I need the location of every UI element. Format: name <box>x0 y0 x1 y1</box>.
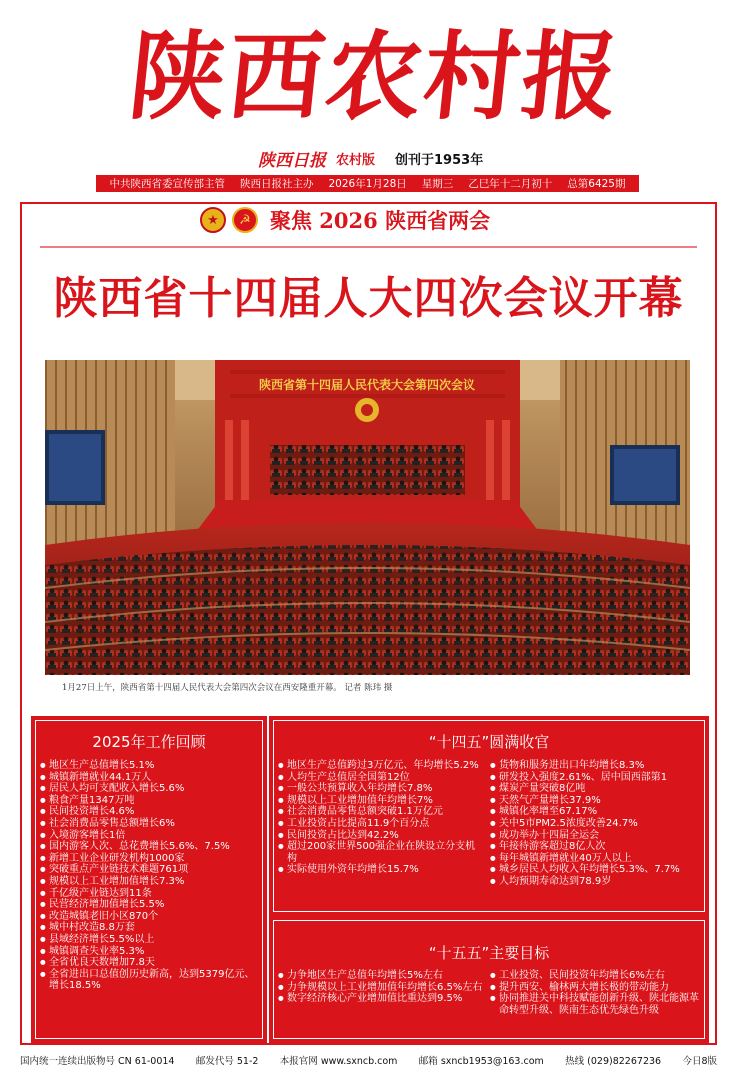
info-issue-number: 总第6425期 <box>567 178 626 190</box>
list-item: ● 工业投资、民间投资年均增长6%左右 <box>490 970 702 982</box>
masthead <box>0 0 735 200</box>
list-item: ● 社会消费品零售总额增长6% <box>40 818 262 830</box>
list-item: ● 国内游客人次、总花费增长5.6%、7.5% <box>40 841 262 853</box>
list-item: ● 全省优良天数增加7.8天 <box>40 957 262 969</box>
hall-banner-text: 陕西省第十四届人民代表大会第四次会议 <box>258 378 476 392</box>
footer-page-count: 今日8版 <box>682 1056 717 1067</box>
list-item: ● 突破重点产业链技术难题761项 <box>40 864 262 876</box>
list-item: ● 实际使用外资年均增长15.7% <box>278 864 484 876</box>
info-date: 2026年1月28日 <box>328 178 407 190</box>
footer-email-link[interactable]: 邮箱 sxncb1953@163.com <box>418 1056 544 1067</box>
list-item: ● 货物和服务进出口年均增长8.3% <box>490 760 702 772</box>
footer-issn: 国内统一连续出版物号 CN 61-0014 <box>20 1056 175 1067</box>
list-item: ● 民营经济增加值增长5.5% <box>40 899 262 911</box>
focus-title: 聚焦 2026 陕西省两会 <box>270 208 491 233</box>
list-item: ● 全省进出口总值创历史新高，达到5379亿元、增长18.5% <box>40 969 262 992</box>
list-item: ● 改造城镇老旧小区870个 <box>40 911 262 923</box>
list-item: ● 居民人均可支配收入增长5.6% <box>40 783 262 795</box>
edition-line <box>258 145 483 171</box>
list-item: ● 天然气产量增长37.9% <box>490 795 702 807</box>
list-item: ● 千亿级产业链达到11条 <box>40 888 262 900</box>
photo-caption: 1月27日上午，陕西省第十四届人民代表大会第四次会议在西安隆重开幕。 记者 陈玮 摄 <box>62 683 393 693</box>
list-item: ● 人均生产总值居全国第12位 <box>278 772 484 784</box>
list-item: ● 社会消费品零售总额突破1.1万亿元 <box>278 806 484 818</box>
edition-label: 农村版 <box>336 152 376 168</box>
list-item: ● 提升西安、榆林两大增长极的带动能力 <box>490 982 702 994</box>
list-item: ● 地区生产总值跨过3万亿元、年均增长5.2% <box>278 760 484 772</box>
list-item: ● 超过200家世界500强企业在陕设立分支机构 <box>278 841 484 864</box>
fifteenth-plan-list-right <box>490 970 702 1016</box>
footer-hotline: 热线 (029)82267236 <box>565 1056 662 1067</box>
info-weekday: 星期三 <box>421 178 454 190</box>
list-item: ● 城中村改造8.8万套 <box>40 922 262 934</box>
list-item: ● 规模以上工业增加值增长7.3% <box>40 876 262 888</box>
footer-website-link[interactable]: 本报官网 www.sxncb.com <box>279 1056 398 1067</box>
list-item: ● 关中5市PM2.5浓度改善24.7% <box>490 818 702 830</box>
list-item: ● 数字经济核心产业增加值比重达到9.5% <box>278 993 484 1005</box>
info-lunar-date: 乙巳年十二月初十 <box>468 178 553 190</box>
list-item: ● 规模以上工业增加值年均增长7% <box>278 795 484 807</box>
fourteenth-plan-list-right <box>490 760 702 888</box>
review-2025-title: 2025年工作回顾 <box>92 733 206 751</box>
review-2025-list <box>40 760 262 992</box>
conference-photo[interactable] <box>45 360 690 675</box>
founded-label: 创刊于1953年 <box>395 152 484 168</box>
list-item: ● 粮食产量1347万吨 <box>40 795 262 807</box>
fifteenth-plan-list-left <box>278 970 484 1005</box>
footer-postal-code: 邮发代号 51-2 <box>195 1056 259 1067</box>
list-item: ● 研发投入强度2.61%、居中国西部第1 <box>490 772 702 784</box>
list-item: ● 工业投资占比提高11.9个百分点 <box>278 818 484 830</box>
list-item: ● 县域经济增长5.5%以上 <box>40 934 262 946</box>
list-item: ● 城镇新增就业44.1万人 <box>40 772 262 784</box>
list-item: ● 一般公共预算收入年均增长7.8% <box>278 783 484 795</box>
newspaper-logo: 陕西农村报 <box>124 20 626 133</box>
list-item: ● 城乡居民人均收入年均增长5.3%、7.7% <box>490 864 702 876</box>
headline: 陕西省十四届人大四次会议开幕 <box>53 273 684 324</box>
sub-logo: 陕西日报 <box>258 150 326 171</box>
issue-info-bar <box>96 175 639 192</box>
list-item: ● 年接待游客超过8亿人次 <box>490 841 702 853</box>
list-item: ● 力争规模以上工业增加值年均增长6.5%左右 <box>278 982 484 994</box>
fourteenth-plan-list-left <box>278 760 484 876</box>
list-item: ● 地区生产总值增长5.1% <box>40 760 262 772</box>
list-item: ● 入境游客增长1倍 <box>40 830 262 842</box>
list-item: ● 成功举办十四届全运会 <box>490 830 702 842</box>
focus-banner <box>200 204 490 236</box>
fourteenth-plan-title: “十四五”圆满收官 <box>428 733 550 751</box>
list-item: ● 每年城镇新增就业40万人以上 <box>490 853 702 865</box>
list-item: ● 力争地区生产总值年均增长5%左右 <box>278 970 484 982</box>
list-item: ● 城镇化率增至67.17% <box>490 806 702 818</box>
list-item: ● 民间投资占比达到42.2% <box>278 830 484 842</box>
list-item: ● 民间投资增长4.6% <box>40 806 262 818</box>
conference-hall-illustration <box>45 360 690 675</box>
national-emblem-icon: ★ <box>200 207 226 233</box>
info-supervisor: 中共陕西省委宣传部主管 <box>109 178 225 190</box>
info-publisher: 陕西日报社主办 <box>240 178 314 190</box>
fifteenth-plan-title: “十五五”主要目标 <box>428 944 550 962</box>
list-item: ● 人均预期寿命达到78.9岁 <box>490 876 702 888</box>
divider <box>40 246 697 248</box>
footer-bar <box>20 1049 717 1071</box>
list-item: ● 新增工业企业研发机构1000家 <box>40 853 262 865</box>
list-item: ● 城镇调查失业率5.3% <box>40 946 262 958</box>
party-emblem-icon: ☭ <box>232 207 258 233</box>
list-item: ● 协同推进关中科技赋能创新升级、陕北能源革命转型升级、陕南生态优先绿色升级 <box>490 993 702 1016</box>
list-item: ● 煤炭产量突破8亿吨 <box>490 783 702 795</box>
